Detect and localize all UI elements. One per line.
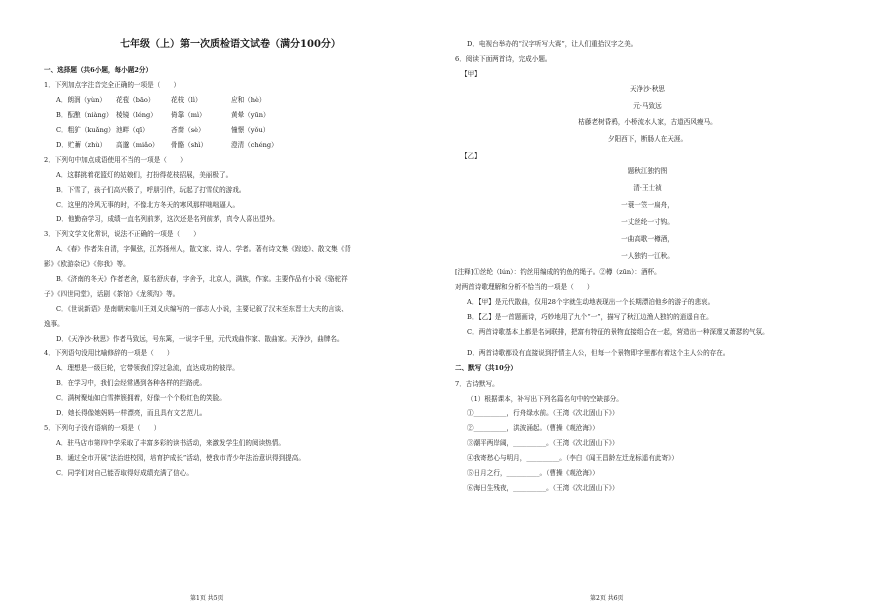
poem-b-line-4: 一人独钓一江秋。	[621, 251, 674, 260]
poem-a-line-2: 夕阳西下，断肠人在天涯。	[607, 135, 688, 144]
question-6-option-c: C．两首诗歌基本上都是名词联排，把富有特征的景物直接组合在一起，营造出一种深邃又萧瑟的气氛。	[467, 328, 769, 337]
poem-b-line-2: 一丈丝纶一寸钩。	[621, 217, 674, 226]
exam-title: 七年级（上）第一次质检语文试卷（满分100分）	[120, 39, 341, 50]
question-3-option-b-cont: 子》《四世同堂》，话剧《茶馆》《龙须沟》等。	[44, 289, 180, 298]
question-5-option-d: D．电视台举办的“汉字听写大赛”，让人们重拾汉字之美。	[467, 40, 638, 48]
question-3-option-a-cont: 影》《欧游杂记》《你我》等。	[44, 260, 130, 269]
question-4-option-b: B．在学习中，我们会经常遇到各种各样的拦路虎。	[56, 379, 206, 388]
page-footer-left: 第1页 共5页	[190, 594, 224, 602]
question-2-stem: 2．下列句中加点成语使用不当的一项是（ ）	[44, 155, 187, 164]
question-7-intro: （1）根据课本，补写出下列名篇名句中的空缺部分。	[467, 394, 623, 403]
fill-blank-4: ④我寄愁心与明月，__________。（李白《闻王昌龄左迁龙标遥有此寄》）	[467, 454, 678, 463]
poem-b-title: 题秋江独钓图	[627, 167, 668, 176]
poem-b-tag: 【乙】	[461, 152, 481, 161]
question-4-stem: 4．下列语句没用比喻修辞的一项是（ ）	[44, 349, 174, 358]
poem-b-line-1: 一蓑一笠一扁舟，	[621, 200, 674, 209]
question-5-stem: 5．下列句子没有语病的一项是（ ）	[44, 423, 161, 432]
question-6-stem: 6．阅读下面两首诗，完成小题。	[455, 54, 552, 63]
poem-a-tag: 【甲】	[461, 69, 481, 78]
poem-note: [注释]①丝纶（lún）：钓丝用编成的钓鱼的绳子。②樽（zūn）：酒杯。	[455, 268, 661, 277]
question-1-option-d: D．贮蓄（zhù） 高邈（miǎo） 骨骼（shì） 澄清（chéng）	[56, 140, 278, 149]
question-3-option-c: C．《世说新语》是南朝宋临川王刘义庆编写的一部志人小说，主要记叙了汉末至东晋士大夫的言谈、	[56, 304, 348, 313]
question-3-option-d: D．《天净沙·秋思》作者马致远，号东篱，一说字千里，元代戏曲作家、散曲家。天净沙，曲牌名。	[56, 334, 344, 343]
question-6-option-b: B．【乙】是一首题画诗，巧妙地用了九个“一”，描写了秋江边渔人独钓的逍遥自在。	[467, 313, 713, 322]
section-1-heading: 一、选择题（共6小题，每小题2分）	[44, 65, 153, 74]
question-6-option-a: A．【甲】是元代散曲，仅用28个字就生动地表现出一个长期漂泊他乡的游子的悲哀。	[467, 298, 715, 307]
poem-a-line-1: 枯藤老树昏鸦，小桥流水人家，古道西风瘦马。	[578, 118, 717, 127]
page-footer-right: 第2页 共6页	[590, 594, 624, 602]
question-6-option-d: D．两首诗歌都设有直接说到抒情主人公，但每一个景物即字里都有着这个主人公的存在。	[467, 348, 730, 357]
fill-blank-2: ②__________，洪波涌起。（曹操《观沧海》）	[467, 424, 599, 433]
question-1-option-b: B．酝酿（niàng） 棱镜（léng） 倚靠（mì） 黄晕（yūn）	[56, 111, 270, 120]
question-3-option-b: B．《济南的冬天》作者老舍，原名舒庆春，字舍予，北京人，满族，作家。主要作品有小说《骆驼祥	[56, 274, 348, 283]
fill-blank-5: ⑤日月之行，__________。（曹操《观沧海》）	[467, 469, 599, 478]
section-2-heading: 二、默写（共10分）	[455, 363, 517, 372]
fill-blank-6: ⑥海日生残夜，__________。（王湾《次北固山下》）	[467, 483, 619, 492]
question-3-option-a: A．《春》作者朱自清，字佩弦，江苏扬州人，散文家、诗人、学者。著有诗文集《踪迹》、散文集《背	[56, 245, 351, 254]
poem-b-line-3: 一曲高歌一樽酒，	[621, 234, 674, 243]
question-1-option-a: A．朗润（yùn） 花苞（bāo） 花枝（lì） 应和（hè）	[56, 96, 266, 105]
question-4-option-a: A．理想是一级巨轮，它带领我们穿过急流，直达成功的彼岸。	[56, 364, 239, 373]
question-1-option-c: C．粗犷（kuǎng） 池畔（qī） 吝啬（sè） 憧憬（yǒu）	[56, 126, 270, 135]
fill-blank-1: ①__________，行舟绿水前。（王湾《次北固山下》）	[467, 409, 619, 418]
question-3-stem: 3．下列文学文化常识，说法不正确的一项是（ ）	[44, 230, 200, 239]
question-5-option-a: A．驻马店市第四中学采取了丰富多彩的读书活动，来激发学生们的阅读热情。	[56, 438, 285, 447]
question-5-option-c: C．同学们对自己能否取得好成绩充满了信心。	[56, 468, 193, 477]
question-2-option-a: A．这群挑着花篮灯的姑娘们，打扮得花枝招展，美丽极了。	[56, 170, 233, 179]
fill-blank-3: ③潮平两岸阔，__________。（王湾《次北固山下》）	[467, 439, 619, 448]
question-5-option-b: B．通过全市开展“法治进校园，培育护成长”活动，使我市青少年法治意识得到提高。	[56, 453, 305, 462]
question-2-option-c: C．这里的冷风无事的时，不像北方冬天的寒风那样咄咄逼人。	[56, 200, 240, 209]
question-2-option-b: B．下雪了，孩子们高兴极了，呼朋引伴，玩起了打雪仗的游戏。	[56, 185, 246, 194]
poem-a-author: 元·马致远	[633, 101, 662, 110]
right-page	[435, 0, 870, 615]
question-1-stem: 1．下列加点字注音完全正确的一项是（ ）	[44, 81, 181, 90]
question-6-ask: 对两首诗歌理解和分析不恰当的一项是（ ）	[455, 283, 594, 292]
question-3-option-c-cont: 逸事。	[44, 319, 64, 328]
question-4-option-d: D．她长得像她妈妈一样漂亮，而且具有文艺范儿。	[56, 408, 207, 417]
poem-b-author: 清·王士祯	[633, 184, 662, 193]
question-7-stem: 7．古诗默写。	[455, 379, 499, 388]
question-2-option-d: D．他勤奋学习，成绩一直名列前茅，这次还是名列前茅，真令人喜出望外。	[56, 215, 279, 224]
question-4-option-c: C．满树聚灿如白雪捧簇拥着，好像一个个粉红色的笑脸。	[56, 394, 226, 403]
poem-a-title: 天净沙·秋思	[629, 84, 666, 93]
